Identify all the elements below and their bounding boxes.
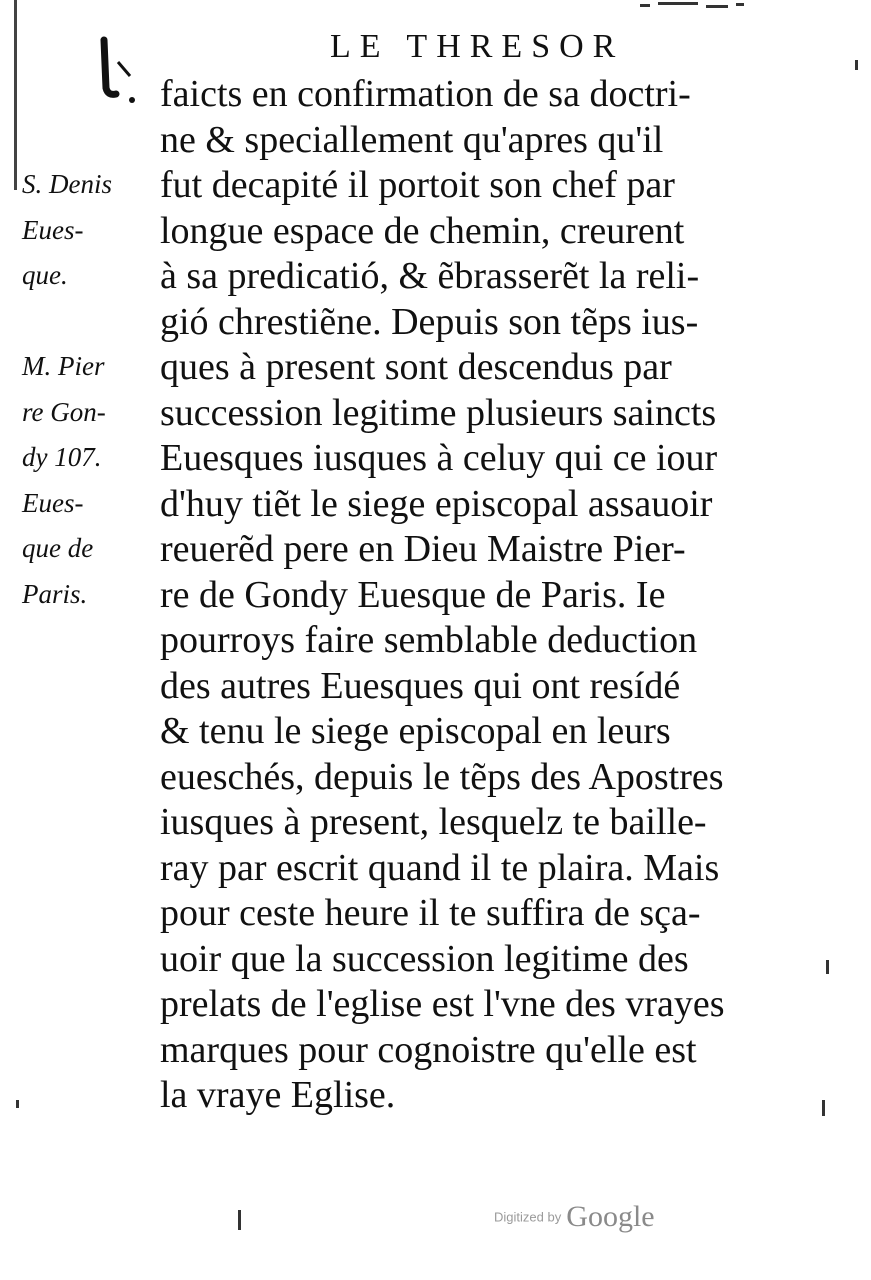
text-line: uoir que la succession legitime des xyxy=(160,937,689,980)
scan-speck xyxy=(238,1210,241,1230)
text-line: pourroys faire semblable deduction xyxy=(160,619,698,661)
text-line: ray par escrit quand il te plaira. Mais xyxy=(160,846,720,889)
text-line: la vraye Eglise. xyxy=(160,1074,396,1116)
text-line: fut decapité il portoit son chef par xyxy=(160,164,675,206)
text-line: re de Gondy Euesque de Paris. Ie xyxy=(160,573,666,616)
page-edge-shadow xyxy=(0,0,17,190)
sidenote-line: M. Pier xyxy=(22,351,105,381)
sidenote-line: S. Denis xyxy=(22,169,112,199)
sidenote-line: Eues- xyxy=(22,214,84,245)
running-head: LE THRESOR xyxy=(330,28,625,65)
text-line: & tenu le siege episcopal en leurs xyxy=(160,710,671,752)
text-line: à sa predicatió, & ẽbrasserẽt la reli- xyxy=(160,255,700,297)
digitized-watermark xyxy=(494,1200,655,1234)
body-text xyxy=(160,72,800,1119)
sidenote-line: que de xyxy=(22,533,94,563)
scan-artifact-top xyxy=(640,0,760,14)
sidenote-line: Eues- xyxy=(22,487,84,518)
ink-mark xyxy=(96,36,146,106)
text-line: d'huy tiẽt le siege episcopal assauoir xyxy=(160,482,713,525)
text-line: faicts en confirmation de sa doctri- xyxy=(160,73,691,115)
text-line: prelats de l'eglise est l'vne des vrayes xyxy=(160,983,725,1025)
sidenote-saint-denis xyxy=(22,162,112,299)
sidenote-line: Paris. xyxy=(22,578,88,609)
text-line: gió chrestiẽne. Depuis son tẽps ius- xyxy=(160,300,699,343)
text-line: marques pour cognoistre qu'elle est xyxy=(160,1028,697,1071)
sidenote-line: re Gon- xyxy=(22,396,106,427)
text-line: des autres Euesques qui ont resídé xyxy=(160,664,681,707)
text-line: longue espace de chemin, creurent xyxy=(160,209,685,252)
text-line: eueschés, depuis le tẽps des Apostres xyxy=(160,755,724,798)
text-line: ques à present sont descendus par xyxy=(160,346,672,388)
scan-speck xyxy=(822,1100,825,1116)
scan-speck xyxy=(855,60,858,70)
scan-speck xyxy=(826,960,829,974)
sidenote-line: dy 107. xyxy=(22,442,102,472)
scan-speck xyxy=(16,1100,19,1108)
text-line: iusques à present, lesquelz te baille- xyxy=(160,801,707,843)
text-line: Euesques iusques à celuy qui ce iour xyxy=(160,437,718,479)
text-line: ne & speciallement qu'apres qu'il xyxy=(160,118,664,161)
watermark-brand: Google xyxy=(566,1200,655,1233)
sidenote-line: que. xyxy=(22,260,68,290)
sidenote-pierre-gondy xyxy=(22,344,106,617)
text-line: pour ceste heure il te suffira de sça- xyxy=(160,892,701,934)
text-line: succession legitime plusieurs saincts xyxy=(160,391,717,434)
watermark-prefix: Digitized by xyxy=(494,1209,562,1225)
text-line: reuerẽd pere en Dieu Maistre Pier- xyxy=(160,528,686,570)
